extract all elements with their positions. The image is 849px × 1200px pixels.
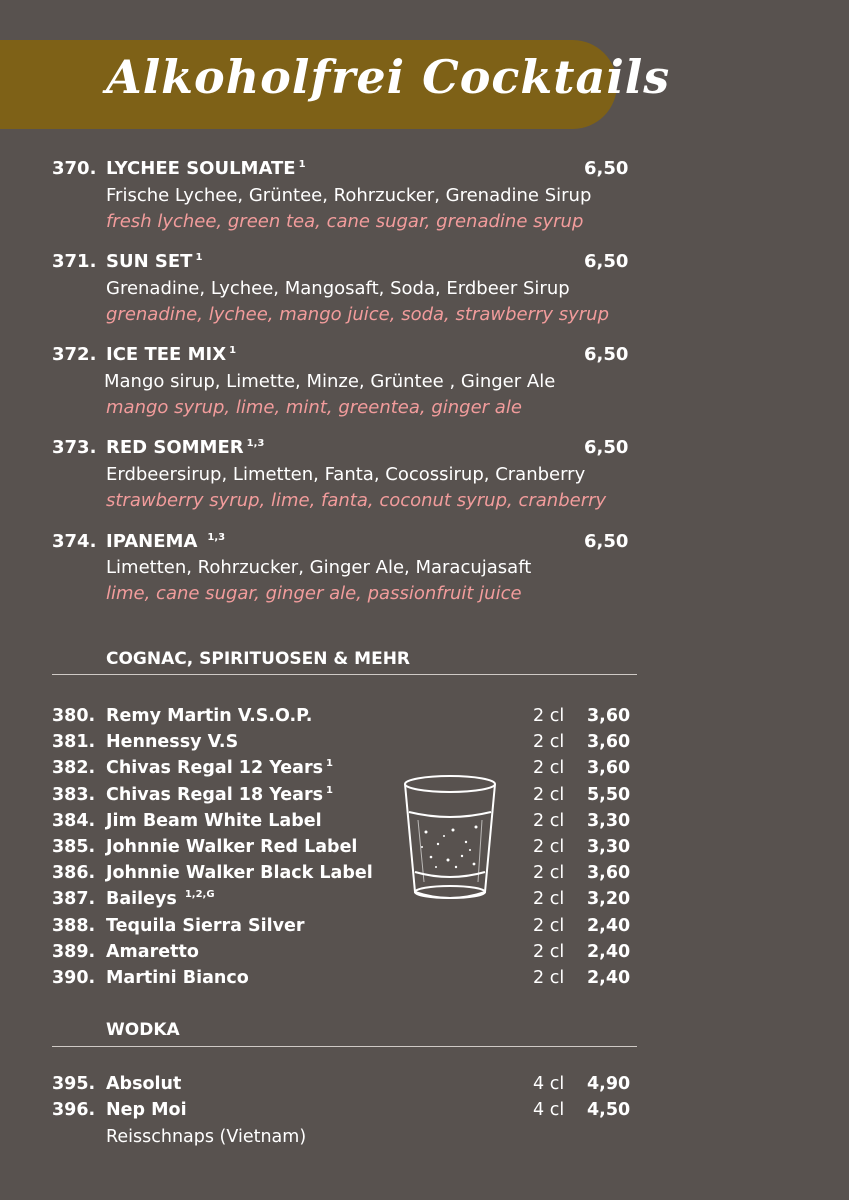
item-volume: 2 cl	[533, 732, 565, 752]
item-name: Johnnie Walker Black Label	[106, 863, 373, 883]
page-title: Alkoholfrei Cocktails	[106, 50, 671, 104]
item-price: 3,20	[587, 889, 631, 909]
item-note: Reisschnaps (Vietnam)	[106, 1127, 307, 1147]
item-price: 3,60	[587, 706, 631, 726]
item-name: Absolut	[106, 1074, 182, 1094]
section-divider	[52, 674, 637, 675]
item-price: 4,90	[587, 1074, 631, 1094]
item-number: 388.	[52, 916, 96, 936]
item-price: 4,50	[587, 1100, 631, 1120]
spirit-row	[0, 916, 849, 942]
item-number: 386.	[52, 863, 96, 883]
spirit-row	[0, 706, 849, 732]
item-price: 5,50	[587, 785, 631, 805]
item-volume: 2 cl	[533, 916, 565, 936]
item-price: 3,60	[587, 758, 631, 778]
spirit-row	[0, 1074, 849, 1100]
item-number: 383.	[52, 785, 96, 805]
allergen-note: 1	[195, 252, 203, 263]
item-number: 382.	[52, 758, 96, 778]
spirit-row	[0, 732, 849, 758]
item-price: 6,50	[584, 158, 629, 179]
description-english: fresh lychee, green tea, cane sugar, grenadine syrup	[106, 211, 584, 232]
item-price: 2,40	[587, 916, 631, 936]
item-price: 6,50	[584, 344, 629, 365]
item-number: 395.	[52, 1074, 96, 1094]
description-german: Mango sirup, Limette, Minze, Grüntee , Ginger Ale	[104, 371, 556, 392]
item-volume: 2 cl	[533, 968, 565, 988]
item-price: 3,60	[587, 863, 631, 883]
allergen-note: 1	[298, 159, 306, 170]
item-name: RED SOMMER $^{1,3}$	[106, 437, 265, 458]
description-german: Limetten, Rohrzucker, Ginger Ale, Maracujasaft	[106, 557, 532, 578]
item-volume: 4 cl	[533, 1100, 565, 1120]
item-price: 6,50	[584, 251, 629, 272]
allergen-note: 1	[229, 345, 237, 356]
description-english: strawberry syrup, lime, fanta, coconut syrup, cranberry	[106, 490, 607, 511]
item-name: Nep Moi	[106, 1100, 187, 1120]
item-name: Baileys $^{1,2,G}$	[106, 889, 215, 909]
description-english: mango syrup, lime, mint, greentea, ginger ale	[106, 397, 522, 418]
allergen-note: 1,3	[207, 532, 226, 543]
item-volume: 2 cl	[533, 758, 565, 778]
item-number: 390.	[52, 968, 96, 988]
item-name: Amaretto	[106, 942, 199, 962]
item-number: 380.	[52, 706, 96, 726]
item-name: Chivas Regal 18 Years $^1$	[106, 785, 334, 805]
item-name: SUN SET $^1$	[106, 251, 203, 272]
item-volume: 4 cl	[533, 1074, 565, 1094]
item-price: 6,50	[584, 531, 629, 552]
section-heading-cognac: COGNAC, SPIRITUOSEN & MEHR	[106, 649, 411, 669]
section-heading-wodka: WODKA	[106, 1020, 180, 1040]
item-price: 3,30	[587, 837, 631, 857]
item-price: 3,60	[587, 732, 631, 752]
item-volume: 2 cl	[533, 942, 565, 962]
item-name: Johnnie Walker Red Label	[106, 837, 358, 857]
allergen-note: 1	[326, 758, 334, 770]
spirit-row	[0, 942, 849, 968]
spirit-row	[0, 968, 849, 994]
item-volume: 2 cl	[533, 837, 565, 857]
item-number: 387.	[52, 889, 96, 909]
description-german: Grenadine, Lychee, Mangosaft, Soda, Erdbeer Sirup	[106, 278, 570, 299]
item-name: Martini Bianco	[106, 968, 249, 988]
description-english: lime, cane sugar, ginger ale, passionfruit juice	[106, 583, 522, 604]
item-volume: 2 cl	[533, 706, 565, 726]
item-number: 396.	[52, 1100, 96, 1120]
item-volume: 2 cl	[533, 863, 565, 883]
item-name: Jim Beam White Label	[106, 811, 322, 831]
description-english: grenadine, lychee, mango juice, soda, strawberry syrup	[106, 304, 610, 325]
item-number: 389.	[52, 942, 96, 962]
item-price: 6,50	[584, 437, 629, 458]
allergen-note: 1	[326, 785, 334, 797]
section-divider	[52, 1046, 637, 1047]
description-german: Erdbeersirup, Limetten, Fanta, Cocossirup, Cranberry	[106, 464, 586, 485]
item-number: 370.	[52, 158, 97, 179]
item-number: 373.	[52, 437, 97, 458]
cocktail-item-371	[0, 248, 849, 338]
item-name: Tequila Sierra Silver	[106, 916, 305, 936]
cocktail-item-370	[0, 155, 849, 245]
item-number: 371.	[52, 251, 97, 272]
item-name: Remy Martin V.S.O.P.	[106, 706, 313, 726]
item-number: 384.	[52, 811, 96, 831]
item-name: Hennessy V.S	[106, 732, 239, 752]
item-name: ICE TEE MIX $^1$	[106, 344, 237, 365]
item-price: 2,40	[587, 968, 631, 988]
description-german: Frische Lychee, Grüntee, Rohrzucker, Grenadine Sirup	[106, 185, 592, 206]
item-name: LYCHEE SOULMATE $^1$	[106, 158, 306, 179]
allergen-note: 1,2,G	[184, 889, 215, 901]
item-number: 374.	[52, 531, 97, 552]
item-name: Chivas Regal 12 Years $^1$	[106, 758, 334, 778]
spirit-row	[0, 1100, 849, 1126]
item-number: 381.	[52, 732, 96, 752]
item-price: 3,30	[587, 811, 631, 831]
cocktail-item-374	[0, 530, 849, 620]
cocktail-item-373	[0, 434, 849, 524]
cocktail-item-372	[0, 341, 849, 431]
item-price: 2,40	[587, 942, 631, 962]
item-volume: 2 cl	[533, 785, 565, 805]
shot-glass-illustration-icon	[398, 772, 502, 906]
item-name: IPANEMA $^{1,3}$	[106, 531, 226, 552]
item-volume: 2 cl	[533, 889, 565, 909]
item-number: 372.	[52, 344, 97, 365]
item-volume: 2 cl	[533, 811, 565, 831]
item-number: 385.	[52, 837, 96, 857]
allergen-note: 1,3	[246, 438, 265, 449]
